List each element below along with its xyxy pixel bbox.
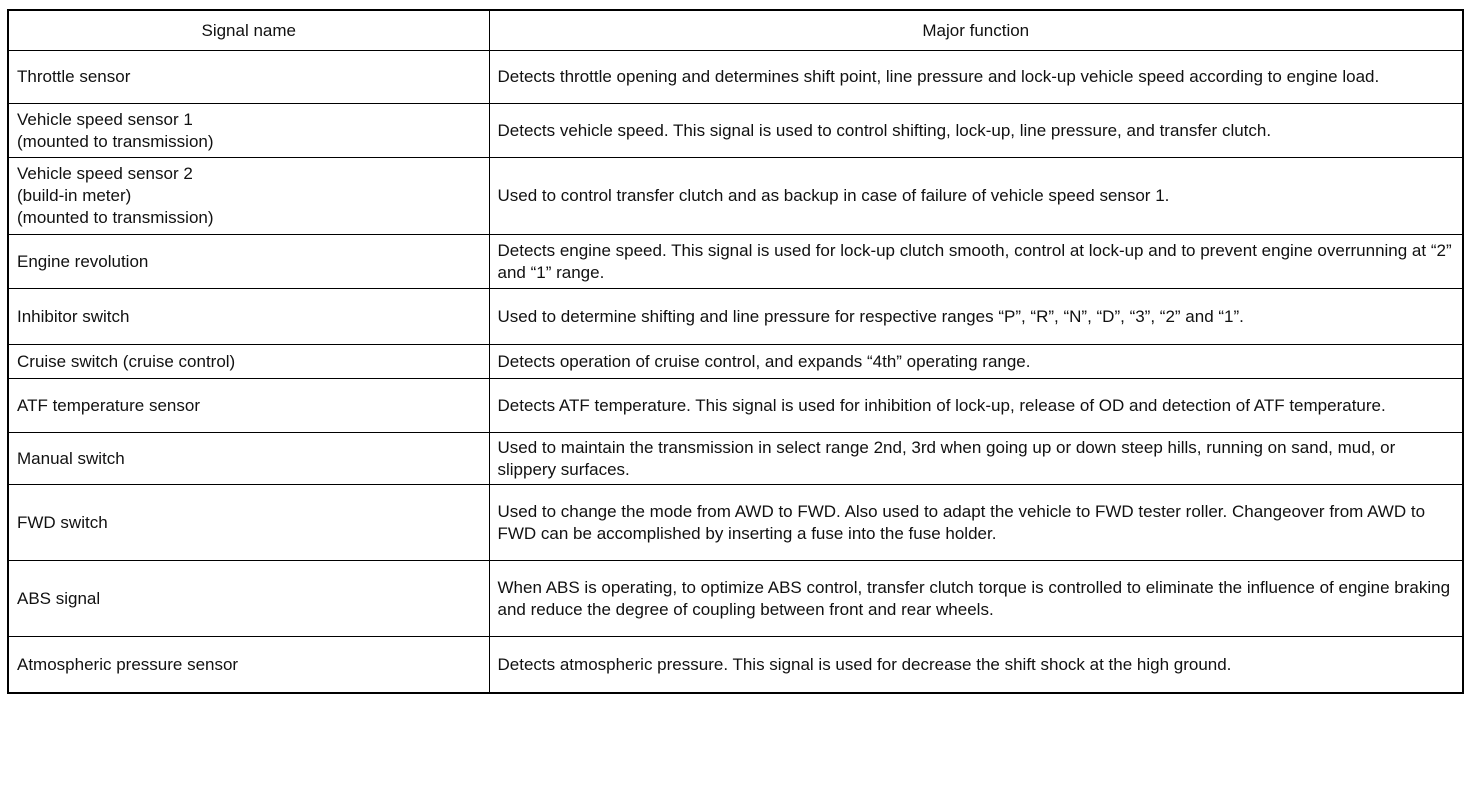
major-function-cell: Detects vehicle speed. This signal is used to control shifting, lock-up, line pressure, and transfer clutch.	[489, 104, 1463, 158]
major-function-cell: Detects atmospheric pressure. This signal is used for decrease the shift shock at the high ground.	[489, 637, 1463, 694]
major-function-cell: Detects operation of cruise control, and expands “4th” operating range.	[489, 345, 1463, 379]
signal-function-table	[7, 9, 1464, 694]
column-header-major-function: Major function	[489, 10, 1463, 51]
signal-name-cell: ABS signal	[8, 561, 489, 637]
table-row	[8, 433, 1463, 485]
signal-name-cell: Cruise switch (cruise control)	[8, 345, 489, 379]
major-function-cell: Detects ATF temperature. This signal is used for inhibition of lock-up, release of OD and detection of ATF temperature.	[489, 379, 1463, 433]
major-function-cell: When ABS is operating, to optimize ABS control, transfer clutch torque is controlled to eliminate the influence of engine braking and reduce the degree of coupling between front and rear wheels.	[489, 561, 1463, 637]
major-function-cell: Detects engine speed. This signal is used for lock-up clutch smooth, control at lock-up and to prevent engine overrunning at “2” and “1” range.	[489, 235, 1463, 289]
table-row	[8, 561, 1463, 637]
table-row	[8, 345, 1463, 379]
table-row	[8, 158, 1463, 235]
major-function-cell: Used to maintain the transmission in select range 2nd, 3rd when going up or down steep hills, running on sand, mud, or slippery surfaces.	[489, 433, 1463, 485]
signal-name-cell: Vehicle speed sensor 2 (build-in meter) (mounted to transmission)	[8, 158, 489, 235]
signal-name-cell: Throttle sensor	[8, 51, 489, 104]
signal-name-cell: FWD switch	[8, 485, 489, 561]
table-row	[8, 289, 1463, 345]
table-row	[8, 485, 1463, 561]
signal-name-cell: Engine revolution	[8, 235, 489, 289]
major-function-cell: Used to control transfer clutch and as backup in case of failure of vehicle speed sensor 1.	[489, 158, 1463, 235]
signal-name-cell: Manual switch	[8, 433, 489, 485]
column-header-signal-name: Signal name	[8, 10, 489, 51]
table-row	[8, 235, 1463, 289]
table-row	[8, 637, 1463, 694]
signal-name-cell: Inhibitor switch	[8, 289, 489, 345]
table-header-row	[8, 10, 1463, 51]
signal-name-cell: Atmospheric pressure sensor	[8, 637, 489, 694]
table-row	[8, 379, 1463, 433]
major-function-cell: Used to determine shifting and line pressure for respective ranges “P”, “R”, “N”, “D”, “3”, “2” and “1”.	[489, 289, 1463, 345]
major-function-cell: Detects throttle opening and determines shift point, line pressure and lock-up vehicle speed according to engine load.	[489, 51, 1463, 104]
signal-name-cell: Vehicle speed sensor 1 (mounted to transmission)	[8, 104, 489, 158]
major-function-cell: Used to change the mode from AWD to FWD. Also used to adapt the vehicle to FWD tester roller. Changeover from AWD to FWD can be accomplished by inserting a fuse into the fuse holder.	[489, 485, 1463, 561]
table-row	[8, 51, 1463, 104]
table-row	[8, 104, 1463, 158]
signal-name-cell: ATF temperature sensor	[8, 379, 489, 433]
